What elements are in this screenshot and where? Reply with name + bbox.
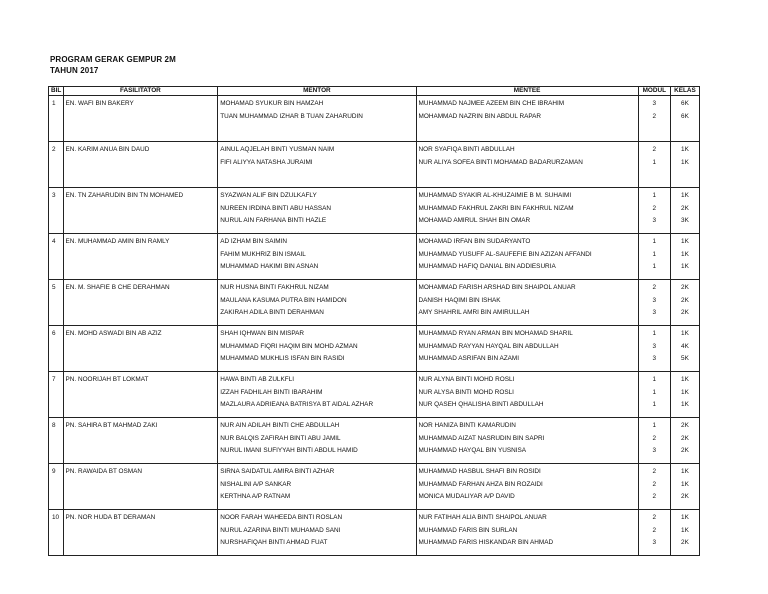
modul-value: 2 [652,434,657,442]
kelas-value: 1K [681,192,689,199]
mentor-name: ZAKIRAH ADILA BINTI DERAHMAN [220,309,324,316]
facilitator-name: EN. MOHD ASWADI BIN AB AZIZ [63,326,218,372]
header-kelas: KELAS [670,87,699,96]
modul-value-cell [638,188,670,234]
mentor-name: NUR HUSNA BINTI FAKHRUL NIZAM [220,284,329,291]
mentee-name-cell [416,510,638,556]
modul-value: 1 [652,158,657,166]
kelas-value: 1K [681,388,689,396]
modul-value: 1 [652,401,657,408]
mentee-name: MUHAMMAD FARIS BIN SURLAN [418,526,518,534]
mentee-name: NOR SYAFIQA BINTI ABDULLAH [418,146,515,153]
modul-value-cell [638,96,670,142]
mentor-name: NOOR FARAH WAHEEDA BINTI ROSLAN [220,514,343,521]
modul-value: 2 [652,204,657,212]
header-bil: BIL [49,87,64,96]
modul-value: 2 [652,526,657,534]
modul-value: 1 [652,250,657,258]
mentee-name: MUHAMMAD HASBUL SHAFI BIN ROSIDI [418,468,541,475]
kelas-value-cell [670,234,699,280]
mentor-name: KERTHNA A/P RATNAM [220,493,291,500]
mentee-name-cell [416,234,638,280]
mentee-name-cell [416,142,638,188]
kelas-value: 2K [681,422,689,429]
mentor-name: SHAH IQHWAN BIN MISPAR [220,330,305,337]
mentor-name: FAHIM MUKHRIZ BIN ISMAIL [220,250,306,258]
mentee-name: NUR FATIHAH ALIA BINTI SHAIPOL ANUAR [418,514,547,521]
modul-value: 2 [652,284,657,291]
modul-value-cell [638,142,670,188]
modul-value: 1 [652,263,657,270]
mentor-name-cell [218,510,416,556]
facilitator-name: PN. NOR HUDA BT DERAMAN [63,510,218,556]
facilitator-name: PN. SAHIRA BT MAHMAD ZAKI [63,418,218,464]
mentor-name-cell [218,234,416,280]
table-row [49,326,700,372]
kelas-value: 1K [681,238,689,245]
row-number: 5 [49,280,64,326]
mentor-name: NISHALINI A/P SANKAR [220,480,292,488]
mentor-name-cell [218,372,416,418]
mentee-name: MUHAMMAD FARIS HISKANDAR BIN AHMAD [418,539,554,546]
mentee-name: NUR ALIYA SOFEA BINTI MOHAMAD BADARURZAMAN [418,158,583,166]
mentee-name: MUHAMMAD RAYYAN HAYQAL BIN ABDULLAH [418,342,559,350]
table-row [49,96,700,142]
kelas-value-cell [670,96,699,142]
mentor-name: IZZAH FADHILAH BINTI IBARAHIM [220,388,323,396]
mentee-name: MUHAMMAD RYAN ARMAN BIN MOHAMAD SHARIL [418,330,573,337]
kelas-value-cell [670,418,699,464]
table-row [49,464,700,510]
table-header-row [49,87,700,96]
facilitator-name: PN. RAWAIDA BT OSMAN [63,464,218,510]
kelas-value: 1K [681,514,689,521]
kelas-value: 2K [681,309,689,316]
table-row [49,510,700,556]
row-number: 9 [49,464,64,510]
mentor-name: NURUL AIN FARHANA BINTI HAZLE [220,217,327,224]
mentee-name: MUHAMMAD NAJMEE AZEEM BIN CHE IBRAHIM [418,100,565,107]
modul-value: 1 [652,330,657,337]
header-mentee: MENTEE [416,87,638,96]
kelas-value: 3K [681,217,689,224]
mentor-name: NURUL IMANI SUFIYYAH BINTI ABDUL HAMID [220,447,358,454]
document-year: TAHUN 2017 [50,66,99,75]
mentor-name-cell [218,280,416,326]
modul-value-cell [638,510,670,556]
kelas-value: 2K [681,296,689,304]
kelas-value: 1K [681,158,689,166]
kelas-value: 1K [681,401,689,408]
mentor-name: AD IZHAM BIN SAIMIN [220,238,287,245]
mentor-name: MOHAMAD SYUKUR BIN HAMZAH [220,100,324,107]
kelas-value: 1K [681,526,689,534]
kelas-value: 4K [681,342,689,350]
modul-value: 1 [652,376,657,383]
mentee-name: MOHAMAD AMIRUL SHAH BIN OMAR [418,217,531,224]
kelas-value: 2K [681,204,689,212]
modul-value: 1 [652,238,657,245]
mentor-name-cell [218,418,416,464]
kelas-value: 1K [681,480,689,488]
modul-value: 2 [652,112,657,120]
mentee-name: MOHAMMAD NAZRIN BIN ABDUL RAPAR [418,112,542,120]
kelas-value-cell [670,280,699,326]
modul-value: 2 [652,468,657,475]
kelas-value: 2K [681,284,689,291]
kelas-value-cell [670,188,699,234]
kelas-value: 2K [681,434,689,442]
kelas-value: 2K [681,447,689,454]
kelas-value-cell [670,326,699,372]
mentee-name: MOHAMAD IRFAN BIN SUDARYANTO [418,238,531,245]
table-row [49,372,700,418]
modul-value: 2 [652,514,657,521]
mentor-name: NURSHAFIQAH BINTI AHMAD FUAT [220,539,328,546]
kelas-value: 2K [681,539,689,546]
mentor-name: MUHAMMAD FIQRI HAQIM BIN MOHD AZMAN [220,342,358,350]
modul-value: 1 [652,422,657,429]
modul-value: 3 [652,296,657,304]
mentee-name: AMY SHAHRIL AMRI BIN AMIRULLAH [418,309,530,316]
kelas-value-cell [670,372,699,418]
mentor-name-cell [218,142,416,188]
mentee-name: MONICA MUDALIYAR A/P DAVID [418,493,515,500]
row-number: 3 [49,188,64,234]
mentor-name-cell [218,188,416,234]
mentor-name: NUREEN IRDINA BINTI ABU HASSAN [220,204,332,212]
table-row [49,234,700,280]
modul-value: 3 [652,309,657,316]
modul-value-cell [638,234,670,280]
mentee-name: MUHAMMAD SYAKIR AL-KHUZAIMIE B M. SUHAIMI [418,192,572,199]
mentor-name: MAZLAURA ADRIEANA BATRISYA BT AIDAL AZHAR [220,401,374,408]
row-number: 6 [49,326,64,372]
mentor-name: MUHAMMAD HAKIMI BIN ASNAN [220,263,319,270]
kelas-value: 1K [681,263,689,270]
modul-value: 3 [652,342,657,350]
mentee-name: NUR ALYSA BINTI MOHD ROSLI [418,388,514,396]
modul-value-cell [638,418,670,464]
modul-value-cell [638,326,670,372]
table-row [49,280,700,326]
header-modul: MODUL [638,87,670,96]
mentee-name: NUR QASEH QHALISHA BINTI ABDULLAH [418,401,544,408]
kelas-value: 6K [681,100,689,107]
mentor-name: SYAZWAN ALIF BIN DZULKAFLY [220,192,317,199]
kelas-value: 1K [681,146,689,153]
mentor-name: MUHAMMAD MUKHLIS ISFAN BIN RASIDI [220,355,345,362]
facilitator-name: EN. M. SHAFIE B CHE DERAHMAN [63,280,218,326]
mentor-name: NUR AIN ADILAH BINTI CHE ABDULLAH [220,422,340,429]
modul-value: 1 [652,192,657,199]
document-title: PROGRAM GERAK GEMPUR 2M [50,55,176,64]
table-row [49,142,700,188]
mentee-name-cell [416,418,638,464]
row-number: 4 [49,234,64,280]
modul-value: 3 [652,217,657,224]
facilitator-name: EN. MUHAMMAD AMIN BIN RAMLY [63,234,218,280]
modul-value: 2 [652,493,657,500]
mentee-name: DANISH HAQIMI BIN ISHAK [418,296,501,304]
header-fasilitator: FASILITATOR [63,87,218,96]
mentee-name: NUR ALYNA BINTI MOHD ROSLI [418,376,515,383]
row-number: 1 [49,96,64,142]
mentor-mentee-table [48,86,700,556]
modul-value: 2 [652,146,657,153]
kelas-value: 5K [681,355,689,362]
mentee-name-cell [416,464,638,510]
mentee-name: MUHAMMAD FARHAN AHZA BIN ROZAIDI [418,480,543,488]
row-number: 8 [49,418,64,464]
mentor-name: NUR BALQIS ZAFIRAH BINTI ABU JAMIL [220,434,341,442]
mentor-name: FIFI ALIYYA NATASHA JURAIMI [220,158,313,166]
mentee-name: MUHAMMAD ASRIFAN BIN AZAMI [418,355,520,362]
kelas-value: 6K [681,112,689,120]
mentor-name-cell [218,96,416,142]
mentee-name: MUHAMMAD FAKHRUL ZAKRI BIN FAKHRUL NIZAM [418,204,574,212]
header-mentor: MENTOR [218,87,416,96]
facilitator-name: EN. TN ZAHARUDIN BIN TN MOHAMED [63,188,218,234]
kelas-value: 2K [681,493,689,500]
mentor-name: NURUL AZARINA BINTI MUHAMAD SANI [220,526,341,534]
modul-value: 3 [652,539,657,546]
row-number: 7 [49,372,64,418]
mentee-name: MOHAMMAD FARISH ARSHAD BIN SHAIPOL ANUAR [418,284,576,291]
mentee-name: NOR HANIZA BINTI KAMARUDIN [418,422,516,429]
kelas-value: 1K [681,330,689,337]
modul-value: 2 [652,480,657,488]
facilitator-name: EN. KARIM ANUA BIN DAUD [63,142,218,188]
kelas-value: 1K [681,468,689,475]
mentee-name: MUHAMMAD HAFIQ DANIAL BIN ADDIESURIA [418,263,556,270]
mentee-name-cell [416,372,638,418]
kelas-value-cell [670,142,699,188]
facilitator-name: EN. WAFI BIN BAKERY [63,96,218,142]
table-row [49,418,700,464]
mentee-name: MUHAMMAD YUSUFF AL-SAUFEFIE BIN AZIZAN AFFANDI [418,250,592,258]
mentor-name: TUAN MUHAMMAD IZHAR B TUAN ZAHARUDIN [220,112,363,120]
kelas-value-cell [670,510,699,556]
modul-value: 3 [652,100,657,107]
table-body [49,96,700,556]
mentee-name-cell [416,96,638,142]
mentee-name: MUHAMMAD HAYQAL BIN YUSNISA [418,447,527,454]
modul-value-cell [638,280,670,326]
mentee-name-cell [416,280,638,326]
kelas-value: 1K [681,250,689,258]
mentee-name-cell [416,326,638,372]
modul-value: 3 [652,447,657,454]
table-row [49,188,700,234]
modul-value: 1 [652,388,657,396]
modul-value-cell [638,372,670,418]
mentor-name: HAWA BINTI AB ZULKFLI [220,376,294,383]
mentor-name: SIRNA SAIDATUL AMIRA BINTI AZHAR [220,468,335,475]
row-number: 2 [49,142,64,188]
kelas-value: 1K [681,376,689,383]
modul-value-cell [638,464,670,510]
mentor-name-cell [218,326,416,372]
modul-value: 3 [652,355,657,362]
mentor-name: MAULANA KASUMA PUTRA BIN HAMIDON [220,296,347,304]
mentor-name-cell [218,464,416,510]
kelas-value-cell [670,464,699,510]
row-number: 10 [49,510,64,556]
mentee-name-cell [416,188,638,234]
mentor-name: AINUL AQJELAH BINTI YUSMAN NAIM [220,146,335,153]
mentee-name: MUHAMMAD AIZAT NASRUDIN BIN SAPRI [418,434,545,442]
facilitator-name: PN. NOORIJAH BT LOKMAT [63,372,218,418]
